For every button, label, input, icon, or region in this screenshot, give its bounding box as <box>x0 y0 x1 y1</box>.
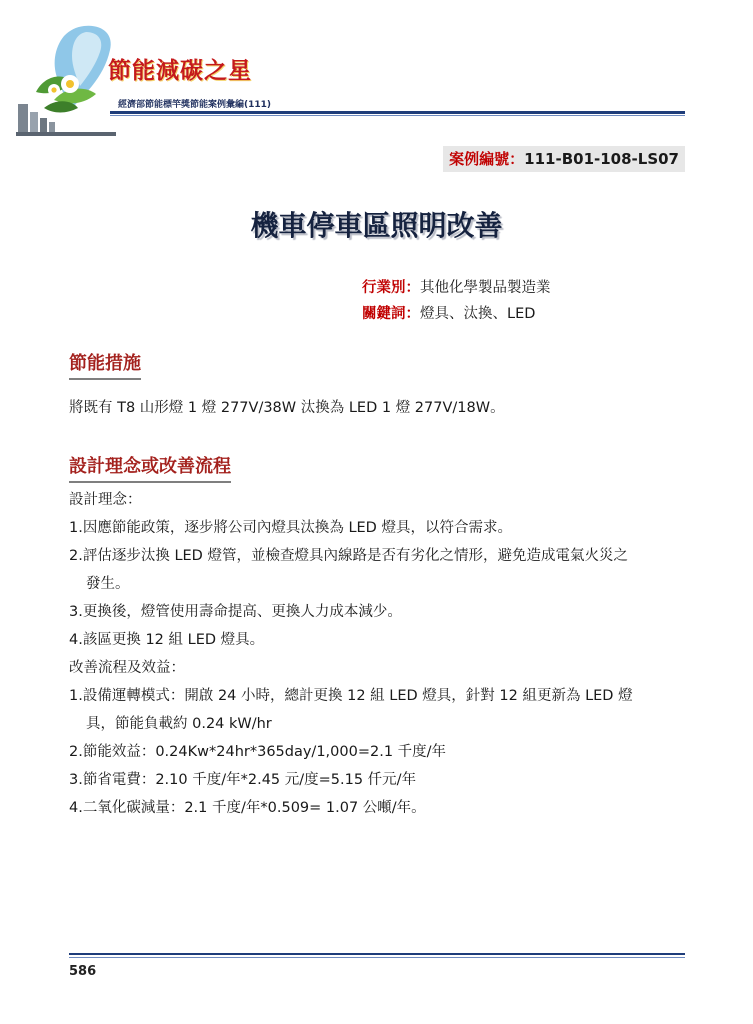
process-line: 1.設備運轉模式：開啟 24 小時，總計更換 12 組 LED 燈具，針對 12 組更新為 LED 燈 <box>69 688 633 704</box>
industry-label: 行業別： <box>362 280 420 296</box>
section-heading-measures: 節能措施 <box>69 349 141 380</box>
brand-title: 節能減碳之星 <box>108 57 252 84</box>
page-header <box>0 0 753 140</box>
design-line: 發生。 <box>86 576 130 592</box>
process-line: 3.節省電費：2.10 千度/年*2.45 元/度=5.15 仟元/年 <box>69 772 417 788</box>
publication-subtitle: 經濟部節能標竿獎節能案例彙編(111) <box>118 100 272 110</box>
section-heading-design: 設計理念或改善流程 <box>69 452 231 483</box>
case-number-box <box>443 146 685 172</box>
case-number-label: 案例編號： <box>449 150 525 168</box>
design-line: 3.更換後，燈管使用壽命提高、更換人力成本減少。 <box>69 604 402 620</box>
keywords-row <box>362 302 535 323</box>
page-number: 586 <box>69 964 97 979</box>
header-divider-thin <box>110 115 685 116</box>
page-title: 機車停車區照明改善 <box>250 209 503 242</box>
keywords-value: 燈具、汰換、LED <box>420 306 536 322</box>
footer-divider <box>69 953 685 955</box>
process-line: 改善流程及效益： <box>69 660 185 676</box>
process-line: 4.二氧化碳減量：2.1 千度/年*0.509= 1.07 公噸/年。 <box>69 800 426 816</box>
process-line: 2.節能效益：0.24Kw*24hr*365day/1,000=2.1 千度/年 <box>69 744 447 760</box>
footer-divider-thin <box>69 957 685 958</box>
industry-value: 其他化學製品製造業 <box>420 280 551 296</box>
design-line: 4.該區更換 12 組 LED 燈具。 <box>69 632 265 648</box>
keywords-label: 關鍵詞： <box>362 306 420 322</box>
design-line: 2.評估逐步汰換 LED 燈管，並檢查燈具內線路是否有劣化之情形，避免造成電氣火災之 <box>69 548 628 564</box>
design-line: 設計理念： <box>69 492 142 508</box>
design-line: 1.因應節能政策，逐步將公司內燈具汰換為 LED 燈具，以符合需求。 <box>69 520 512 536</box>
process-line: 具，節能負載約 0.24 kW/hr <box>86 716 272 732</box>
design-process-block <box>69 486 689 822</box>
industry-row <box>362 276 551 297</box>
measure-text: 將既有 T8 山形燈 1 燈 277V/38W 汰換為 LED 1 燈 277V/18W。 <box>69 400 505 416</box>
case-number-value: 111-B01-108-LS07 <box>524 150 679 168</box>
header-divider <box>110 111 685 114</box>
